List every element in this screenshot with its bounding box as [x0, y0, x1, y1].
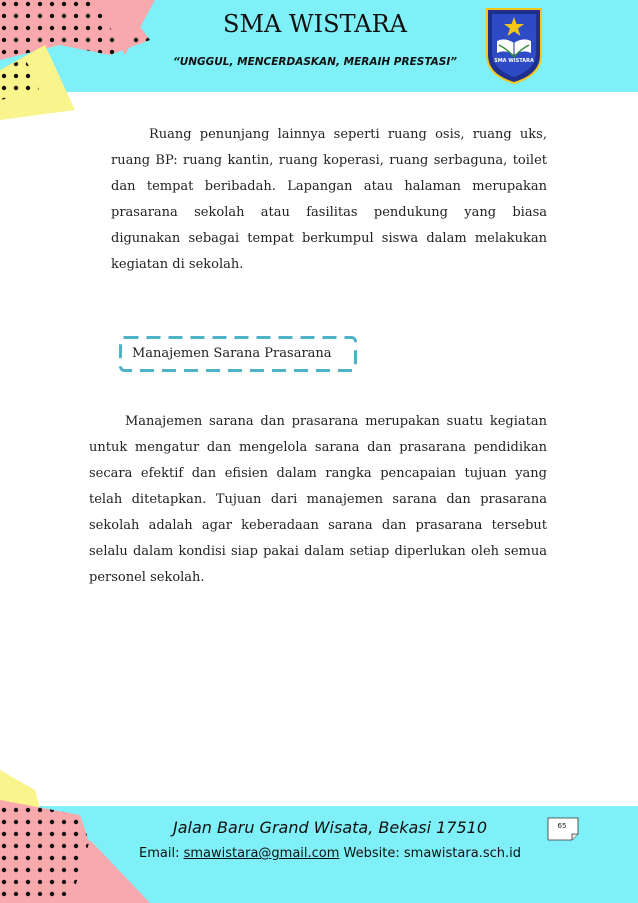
email-label: Email: [139, 846, 180, 861]
website-label: Website: [343, 846, 400, 861]
school-address: Jalan Baru Grand Wisata, Bekasi 17510 [172, 818, 488, 837]
paragraph-facilities: Ruang penunjang lainnya seperti ruang osis, ruang uks, ruang BP: ruang kantin, ruang koperasi, ruang serbaguna, toilet dan tempat beribadah. Lapangan atau halaman merupakan prasarana sekolah atau fasilitas pendukung yang biasa digunakan sebagai tempat berkumpul siswa dalam melakukan kegiatan di sekolah. [111, 127, 547, 272]
page-number-box [547, 817, 579, 841]
school-name: SMA WISTARA [223, 10, 407, 38]
paragraph-management: Manajemen sarana dan prasarana merupakan suatu kegiatan untuk mengatur dan mengelola sarana dan prasarana pendidikan secara efektif dan efisien dalam rangka pencapaian tujuan yang telah ditetapkan. Tujuan dari manajemen sarana dan prasarana sekolah adalah agar keberadaan sarana dan prasarana tersebut selalu dalam kondisi siap pakai dalam setiap diperlukan oleh semua personel sekolah. [89, 414, 547, 585]
section-heading-box [119, 336, 357, 372]
email-link[interactable]: smawistara@gmail.com [183, 846, 340, 861]
section-title: Manajemen Sarana Prasarana [132, 346, 332, 361]
school-motto: “UNGGUL, MENCERDASKAN, MERAIH PRESTASI” [172, 56, 458, 68]
page-number: 65 [557, 822, 567, 830]
website-link[interactable]: smawistara.sch.id [403, 846, 521, 861]
bottom-left-decoration [0, 770, 160, 903]
logo-text: SMA WISTARA [494, 58, 534, 64]
contact-line [100, 846, 560, 861]
school-logo [483, 5, 545, 85]
